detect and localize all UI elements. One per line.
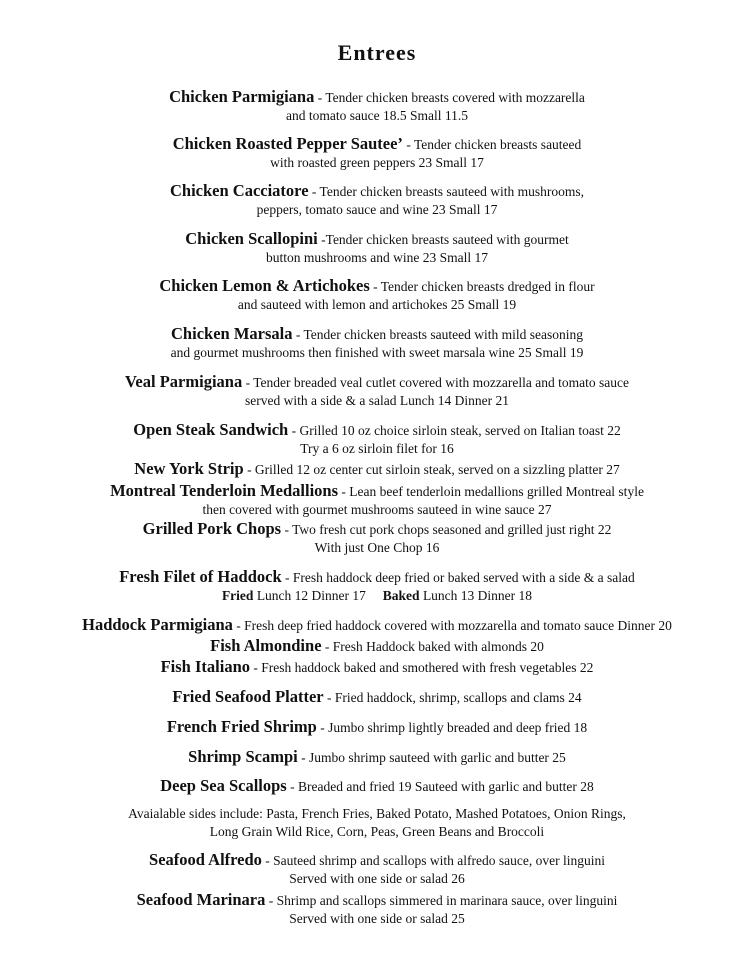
item-description: - Fresh deep fried haddock covered with mozzarella and tomato sauce Dinner 20 bbox=[232, 618, 672, 633]
menu-item-chicken-roasted-pepper-sautee bbox=[0, 135, 754, 172]
menu-item-seafood-marinara bbox=[0, 891, 754, 928]
sides-note-line2: Long Grain Wild Rice, Corn, Peas, Green Beans and Broccoli bbox=[209, 824, 545, 839]
menu-item-fried-seafood-platter bbox=[0, 688, 754, 707]
item-details: Served with one side or salad 25 bbox=[289, 911, 465, 926]
menu-item-grilled-pork-chops bbox=[0, 520, 754, 557]
item-details: button mushrooms and wine 23 Small 17 bbox=[266, 250, 488, 265]
menu-item-fish-italiano bbox=[0, 658, 754, 677]
menu-item-chicken-parmigiana bbox=[0, 88, 754, 125]
menu-item-veal-parmigiana bbox=[0, 373, 754, 410]
item-details: peppers, tomato sauce and wine 23 Small 17 bbox=[256, 202, 498, 217]
page-title: Entrees bbox=[337, 40, 417, 65]
item-details: Try a 6 oz sirloin filet for 16 bbox=[300, 441, 454, 456]
menu-item-seafood-alfredo bbox=[0, 851, 754, 888]
item-description: - Tender chicken breasts sauteed with mild seasoning bbox=[292, 327, 583, 342]
item-description: - Fried haddock, shrimp, scallops and clams 24 bbox=[323, 690, 582, 705]
item-name: Fish Almondine bbox=[210, 636, 322, 655]
item-name: Open Steak Sandwich bbox=[133, 420, 289, 439]
item-description: - Fresh haddock deep fried or baked served with a side & a salad bbox=[281, 570, 635, 585]
item-name: Chicken Parmigiana bbox=[169, 87, 315, 106]
item-name: Deep Sea Scallops bbox=[160, 776, 287, 795]
item-description: - Fresh Haddock baked with almonds 20 bbox=[321, 639, 544, 654]
item-description: - Tender chicken breasts dredged in flour bbox=[369, 279, 595, 294]
menu-item-chicken-lemon-artichokes bbox=[0, 277, 754, 314]
item-name: Chicken Cacciatore bbox=[169, 181, 309, 200]
item-name: Grilled Pork Chops bbox=[142, 519, 282, 538]
item-description: - Jumbo shrimp sauteed with garlic and butter 25 bbox=[297, 750, 566, 765]
item-name: Chicken Scallopini bbox=[185, 229, 318, 248]
menu-item-new-york-strip bbox=[0, 460, 754, 479]
item-name: Chicken Lemon & Artichokes bbox=[159, 276, 370, 295]
baked-prices: Lunch 13 Dinner 18 bbox=[419, 588, 533, 603]
menu-item-chicken-cacciatore bbox=[0, 182, 754, 219]
item-name: Chicken Marsala bbox=[171, 324, 293, 343]
menu-item-montreal-tenderloin-medallions bbox=[0, 482, 754, 519]
item-description: - Shrimp and scallops simmered in marinara sauce, over linguini bbox=[265, 893, 618, 908]
item-name: New York Strip bbox=[134, 459, 244, 478]
menu-item-open-steak-sandwich bbox=[0, 421, 754, 458]
item-name: Fish Italiano bbox=[160, 657, 250, 676]
menu-item-chicken-scallopini bbox=[0, 230, 754, 267]
sides-note bbox=[0, 805, 754, 841]
item-description: - Tender chicken breasts sauteed with mushrooms, bbox=[308, 184, 585, 199]
menu-item-french-fried-shrimp bbox=[0, 718, 754, 737]
item-name: Montreal Tenderloin Medallions bbox=[110, 481, 339, 500]
menu-item-fresh-filet-of-haddock bbox=[0, 568, 754, 605]
menu-item-haddock-parmigiana bbox=[0, 616, 754, 635]
item-name: Veal Parmigiana bbox=[125, 372, 243, 391]
sides-note-line1: Avaialable sides include: Pasta, French Fries, Baked Potato, Mashed Potatoes, Onion Rings, bbox=[128, 806, 626, 821]
menu-item-chicken-marsala bbox=[0, 325, 754, 362]
fried-prices: Lunch 12 Dinner 17 bbox=[253, 588, 366, 603]
item-name: Chicken Roasted Pepper Sautee’ bbox=[172, 134, 403, 153]
item-description: - Tender breaded veal cutlet covered with mozzarella and tomato sauce bbox=[242, 375, 629, 390]
item-description: -Tender chicken breasts sauteed with gourmet bbox=[317, 232, 569, 247]
item-details: with roasted green peppers 23 Small 17 bbox=[270, 155, 484, 170]
item-name: Seafood Alfredo bbox=[149, 850, 262, 869]
item-name: French Fried Shrimp bbox=[166, 717, 317, 736]
baked-label: Baked bbox=[382, 588, 420, 603]
fried-label: Fried bbox=[221, 588, 254, 603]
item-description: - Jumbo shrimp lightly breaded and deep fried 18 bbox=[316, 720, 588, 735]
menu-item-fish-almondine bbox=[0, 637, 754, 656]
item-description: - Grilled 12 oz center cut sirloin steak, served on a sizzling platter 27 bbox=[243, 462, 620, 477]
menu-item-shrimp-scampi bbox=[0, 748, 754, 767]
item-name: Seafood Marinara bbox=[136, 890, 266, 909]
item-details: Served with one side or salad 26 bbox=[289, 871, 465, 886]
item-details: With just One Chop 16 bbox=[314, 540, 440, 555]
item-description: - Two fresh cut pork chops seasoned and grilled just right 22 bbox=[281, 522, 612, 537]
item-details: served with a side & a salad Lunch 14 Dinner 21 bbox=[245, 393, 509, 408]
item-details: and sauteed with lemon and artichokes 25 Small 19 bbox=[237, 297, 517, 312]
item-description: - Sauteed shrimp and scallops with alfredo sauce, over linguini bbox=[261, 853, 605, 868]
item-description: - Tender chicken breasts covered with mozzarella bbox=[314, 90, 585, 105]
item-name: Haddock Parmigiana bbox=[82, 615, 233, 634]
item-description: - Fresh haddock baked and smothered with fresh vegetables 22 bbox=[250, 660, 594, 675]
item-name: Fried Seafood Platter bbox=[172, 687, 324, 706]
item-description: - Grilled 10 oz choice sirloin steak, served on Italian toast 22 bbox=[288, 423, 621, 438]
item-details: and tomato sauce 18.5 Small 11.5 bbox=[285, 108, 469, 123]
item-details: and gourmet mushrooms then finished with sweet marsala wine 25 Small 19 bbox=[170, 345, 584, 360]
item-description: - Tender chicken breasts sauteed bbox=[402, 137, 582, 152]
menu-item-deep-sea-scallops bbox=[0, 777, 754, 796]
item-description: - Breaded and fried 19 Sauteed with garlic and butter 28 bbox=[286, 779, 594, 794]
item-description: - Lean beef tenderloin medallions grilled Montreal style bbox=[338, 484, 644, 499]
item-name: Fresh Filet of Haddock bbox=[119, 567, 282, 586]
item-name: Shrimp Scampi bbox=[188, 747, 298, 766]
item-details: then covered with gourmet mushrooms sauteed in wine sauce 27 bbox=[202, 502, 552, 517]
